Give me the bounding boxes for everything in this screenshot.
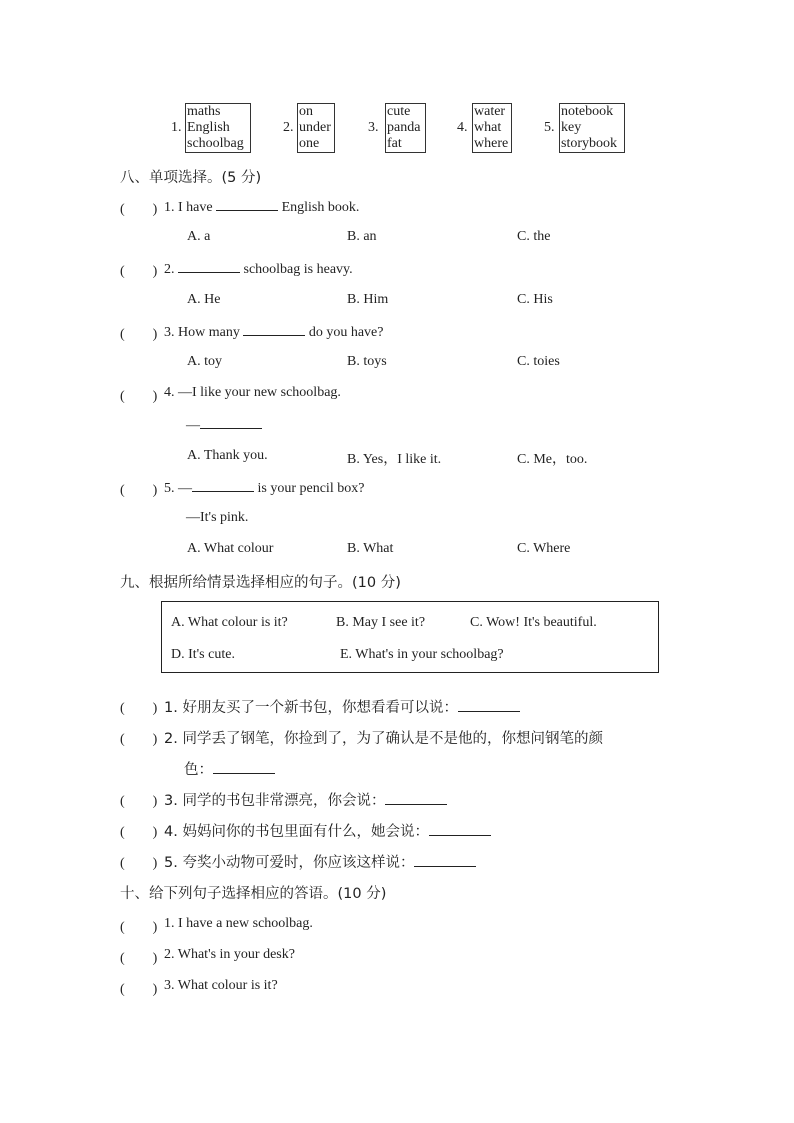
- stem-text: 1. I have: [164, 200, 213, 215]
- q-number: 2.: [164, 731, 178, 747]
- stem-text: 5. —: [164, 481, 192, 496]
- stem-text: is your pencil box?: [257, 481, 365, 496]
- answer-paren[interactable]: ( ): [120, 389, 158, 404]
- answer-paren[interactable]: ( ): [120, 794, 158, 809]
- answer-blank[interactable]: [216, 198, 278, 211]
- q-text: 同学的书包非常漂亮，你会说：: [182, 793, 386, 809]
- answer-paren[interactable]: ( ): [120, 825, 158, 840]
- stem-text: 2.: [164, 262, 175, 277]
- word: maths: [187, 104, 221, 119]
- group-number: 2.: [283, 120, 294, 135]
- q-text: 好朋友买了一个新书包，你想看看可以说：: [182, 700, 458, 716]
- question-stem: [164, 323, 383, 341]
- q-number: 5.: [164, 855, 178, 871]
- word: key: [561, 120, 582, 135]
- question-stem: [164, 479, 364, 497]
- option-b[interactable]: B. an: [347, 229, 377, 244]
- section-8-title: 八、单项选择。(5 分): [120, 170, 262, 186]
- option-a[interactable]: A. toy: [187, 354, 222, 369]
- answer-paren[interactable]: ( ): [120, 202, 158, 217]
- answer-paren[interactable]: ( ): [120, 483, 158, 498]
- word-box: [297, 103, 335, 153]
- scenario-question-cont: [184, 758, 275, 779]
- group-number: 4.: [457, 120, 468, 135]
- word: storybook: [561, 136, 617, 151]
- scenario-question: [164, 789, 447, 810]
- group-number: 3.: [368, 120, 379, 135]
- section-10-title: 十、给下列句子选择相应的答语。(10 分): [120, 886, 387, 902]
- answer-blank[interactable]: [192, 479, 254, 492]
- option-a[interactable]: A. What colour: [187, 541, 274, 556]
- answer-blank[interactable]: [429, 823, 491, 836]
- answer-blank[interactable]: [458, 699, 520, 712]
- question-stem: [164, 260, 353, 278]
- option-c[interactable]: C. Me，too.: [517, 452, 588, 467]
- word: cute: [387, 104, 411, 119]
- word: notebook: [561, 104, 614, 119]
- option-b[interactable]: B. toys: [347, 354, 387, 369]
- word: water: [474, 104, 506, 119]
- word: English: [187, 120, 230, 135]
- word: panda: [387, 120, 421, 135]
- option-a[interactable]: A. Thank you.: [187, 448, 268, 463]
- sentence-option-b: B. May I see it?: [336, 615, 426, 630]
- word: what: [474, 120, 502, 135]
- q-number: 1.: [164, 700, 178, 716]
- word-box: [385, 103, 426, 153]
- option-a[interactable]: A. He: [187, 292, 221, 307]
- answer-paren[interactable]: ( ): [120, 982, 158, 997]
- scenario-question: [164, 696, 520, 717]
- q-text: 夸奖小动物可爱时，你应该这样说：: [182, 855, 415, 871]
- scenario-question: [164, 727, 603, 748]
- section-9-title: 九、根据所给情景选择相应的句子。(10 分): [120, 575, 401, 591]
- stem-text: do you have?: [308, 325, 384, 340]
- answer-blank[interactable]: [200, 416, 262, 429]
- option-c[interactable]: C. toies: [517, 354, 560, 369]
- reply-question: 3. What colour is it?: [164, 978, 278, 993]
- question-stem: 4. —I like your new schoolbag.: [164, 385, 341, 400]
- option-c[interactable]: C. His: [517, 292, 553, 307]
- answer-blank[interactable]: [213, 761, 275, 774]
- word: on: [299, 104, 313, 119]
- answer-paren[interactable]: ( ): [120, 701, 158, 716]
- stem-text: 3. How many: [164, 325, 240, 340]
- answer-paren[interactable]: ( ): [120, 327, 158, 342]
- dialogue-reply: —It's pink.: [186, 510, 249, 525]
- scenario-question: [164, 820, 491, 841]
- reply-question: 1. I have a new schoolbag.: [164, 916, 313, 931]
- answer-paren[interactable]: ( ): [120, 920, 158, 935]
- reply-question: 2. What's in your desk?: [164, 947, 295, 962]
- sentence-options-box: [161, 601, 659, 673]
- sentence-option-c: C. Wow! It's beautiful.: [470, 615, 597, 630]
- option-c[interactable]: C. Where: [517, 541, 571, 556]
- word: schoolbag: [187, 136, 244, 151]
- q-number: 3.: [164, 793, 178, 809]
- word-box: [559, 103, 625, 153]
- sentence-option-e: E. What's in your schoolbag?: [340, 647, 504, 662]
- word: fat: [387, 136, 402, 151]
- answer-paren[interactable]: ( ): [120, 951, 158, 966]
- sentence-option-d: D. It's cute.: [171, 647, 235, 662]
- question-stem: [164, 198, 359, 216]
- sentence-option-a: A. What colour is it?: [171, 615, 288, 630]
- stem-text: schoolbag is heavy.: [243, 262, 353, 277]
- word-box: [472, 103, 512, 153]
- answer-paren[interactable]: ( ): [120, 856, 158, 871]
- q-text: 色：: [184, 762, 213, 778]
- group-number: 5.: [544, 120, 555, 135]
- answer-blank[interactable]: [243, 323, 305, 336]
- answer-blank[interactable]: [385, 792, 447, 805]
- answer-paren[interactable]: ( ): [120, 732, 158, 747]
- q-number: 4.: [164, 824, 178, 840]
- option-a[interactable]: A. a: [187, 229, 211, 244]
- stem-text: English book.: [281, 200, 360, 215]
- option-b[interactable]: B. Him: [347, 292, 389, 307]
- answer-paren[interactable]: ( ): [120, 264, 158, 279]
- option-b[interactable]: B. Yes，I like it.: [347, 452, 442, 467]
- word: where: [474, 136, 509, 151]
- dialogue-reply: [186, 416, 262, 434]
- scenario-question: [164, 851, 476, 872]
- dash: —: [186, 418, 200, 433]
- answer-blank[interactable]: [178, 260, 240, 273]
- q-text: 妈妈问你的书包里面有什么，她会说：: [182, 824, 429, 840]
- word-box: [185, 103, 251, 153]
- option-c[interactable]: C. the: [517, 229, 551, 244]
- q-text: 同学丢了钢笔，你捡到了，为了确认是不是他的，你想问钢笔的颜: [182, 731, 603, 747]
- word: one: [299, 136, 320, 151]
- option-b[interactable]: B. What: [347, 541, 394, 556]
- answer-blank[interactable]: [414, 854, 476, 867]
- word: under: [299, 120, 331, 135]
- group-number: 1.: [171, 120, 182, 135]
